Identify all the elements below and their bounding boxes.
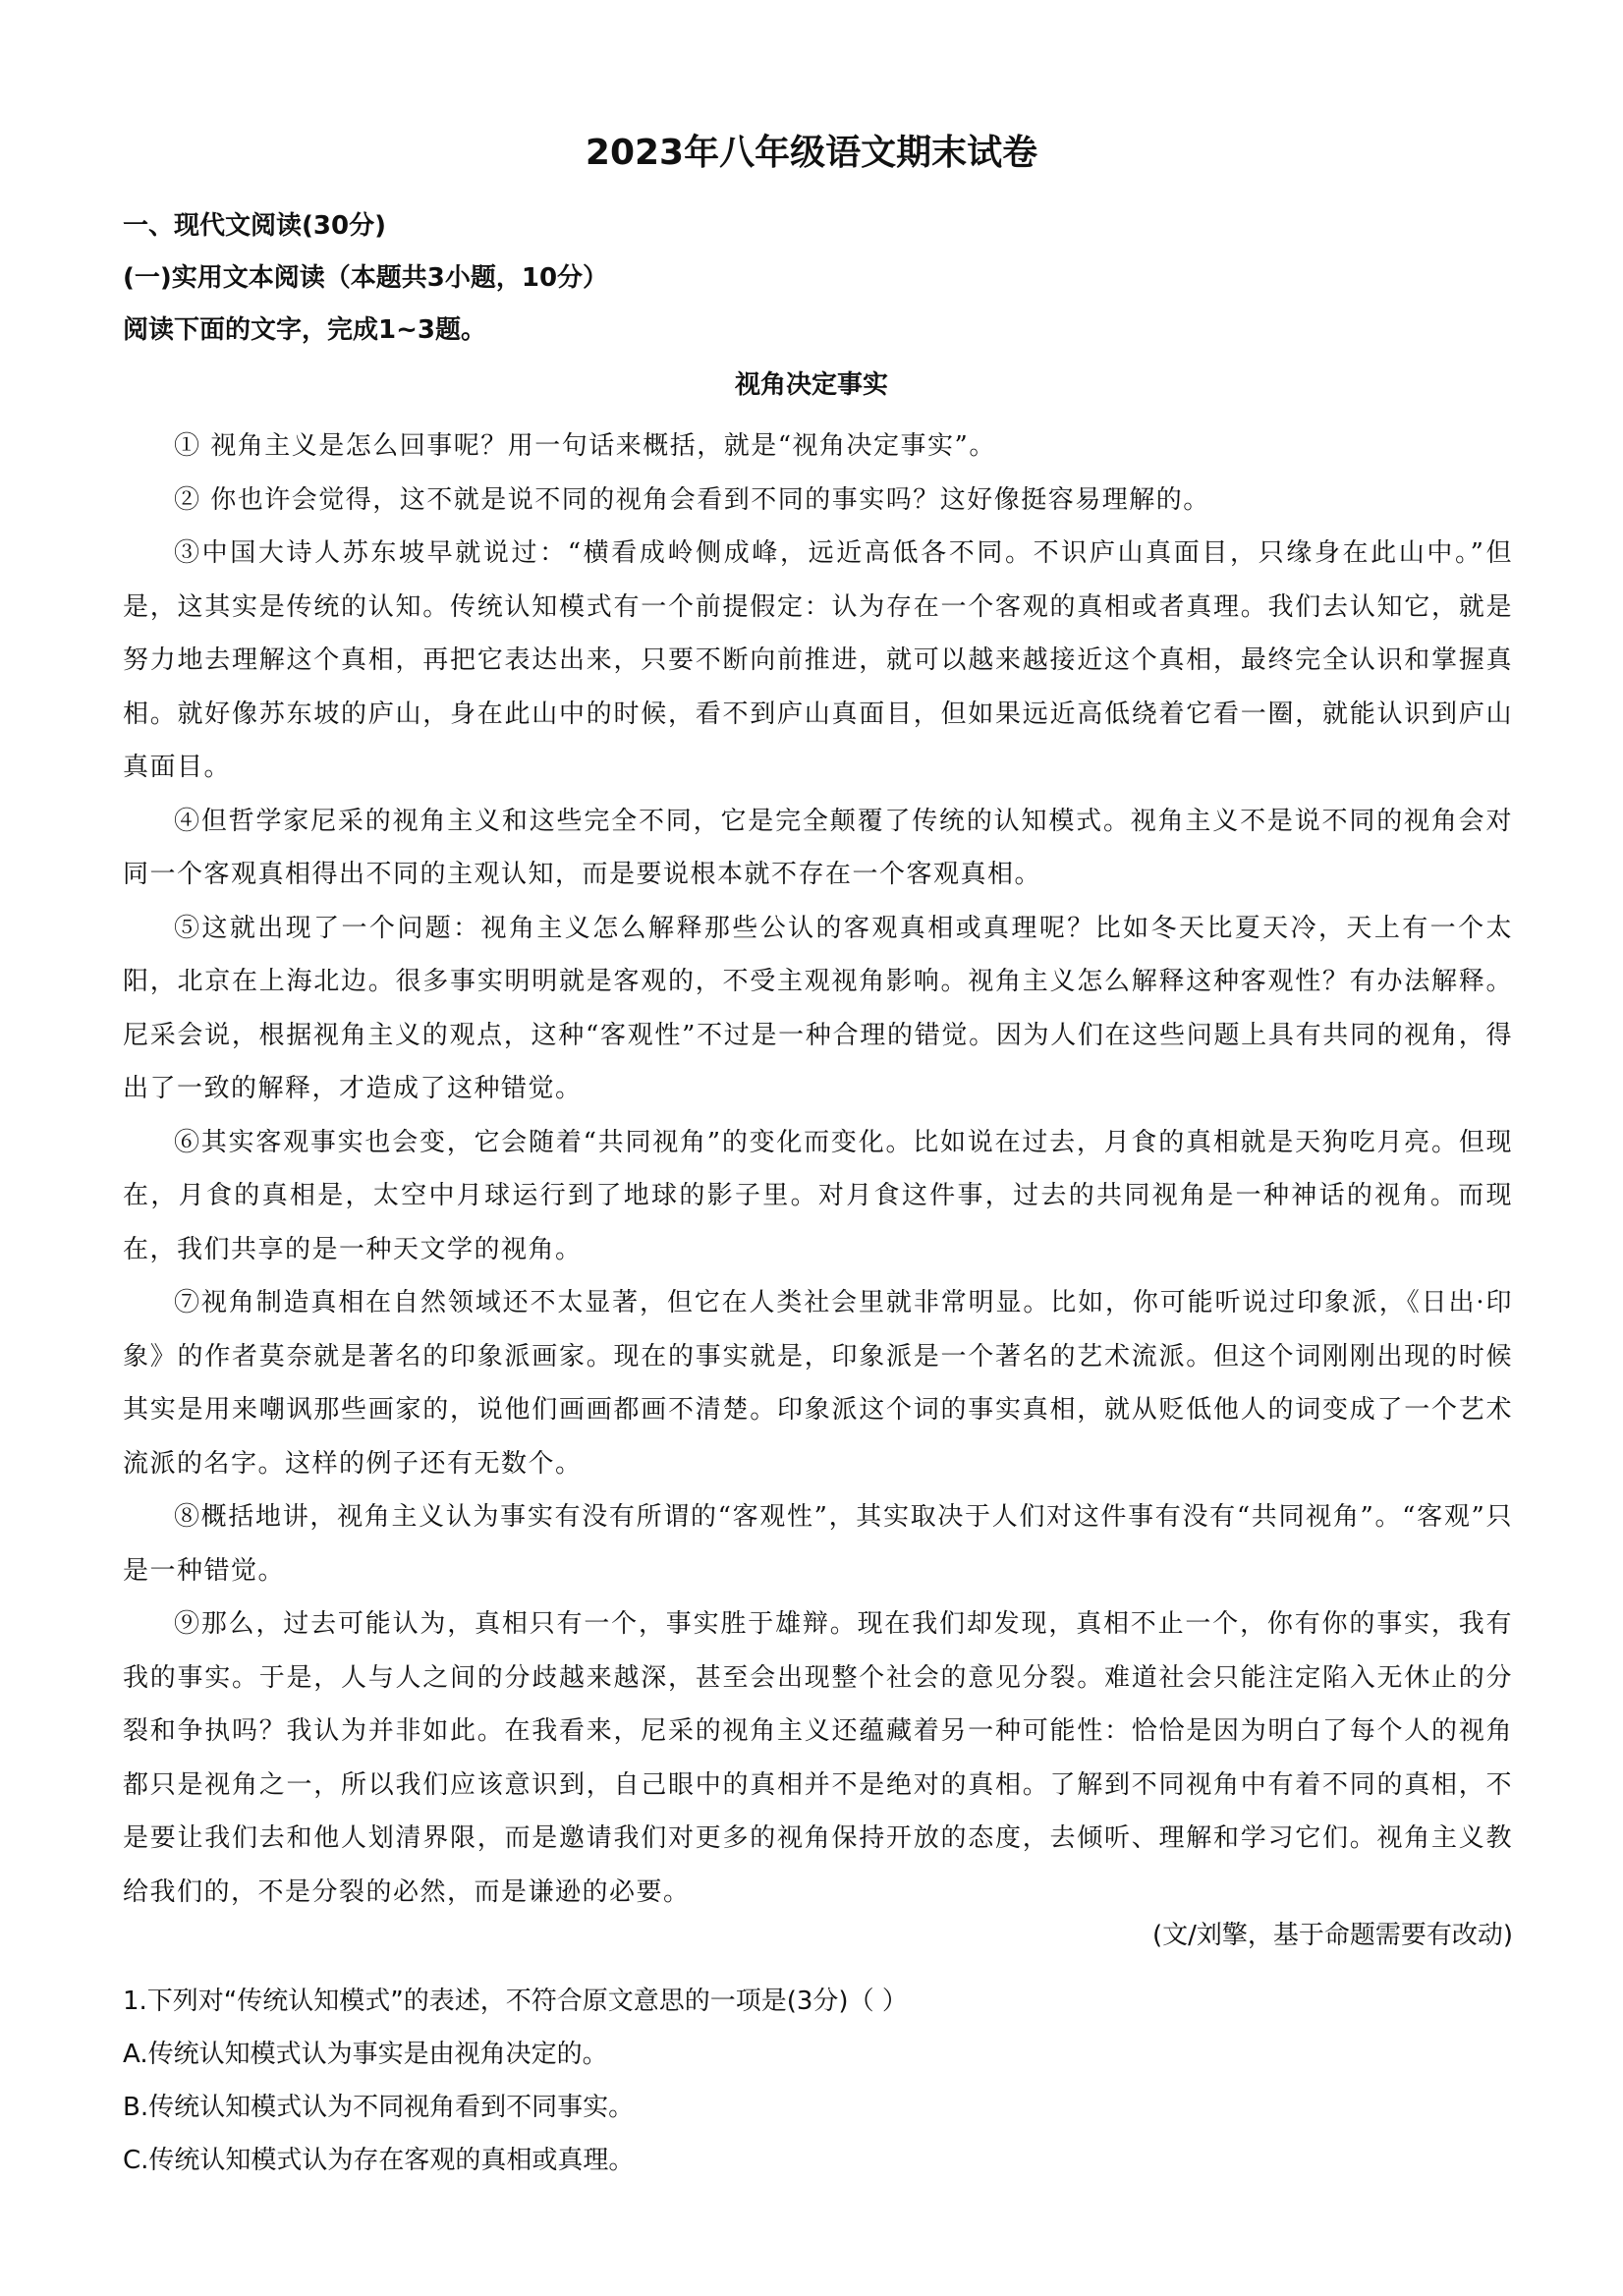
article-body	[123, 420, 1513, 1919]
paragraph-7: ⑦视角制造真相在自然领域还不太显著，但它在人类社会里就非常明显。比如，你可能听说过印象派，《日出·印象》的作者莫奈就是著名的印象派画家。现在的事实就是，印象派是一个著名的艺术流派。但这个词刚刚出现的时候其实是用来嘲讽那些画家的，说他们画画都画不清楚。印象派这个词的事实真相，就从贬低他人的词变成了一个艺术流派的名字。这样的例子还有无数个。	[123, 1288, 1513, 1479]
article-source: (文/刘擎，基于命题需要有改动)	[1151, 1921, 1513, 1950]
exam-title: 2023年八年级语文期末试卷	[585, 133, 1038, 173]
option-c: C.传统认知模式认为存在客观的真相或真理。	[123, 2146, 635, 2175]
paragraph-1: ① 视角主义是怎么回事呢？用一句话来概括，就是“视角决定事实”。	[174, 431, 996, 461]
paragraph-3: ③中国大诗人苏东坡早就说过：“横看成岭侧成峰，远近高低各不同。不识庐山真面目，只缘身在此山中。”但是，这其实是传统的认知。传统认知模式有一个前提假定：认为存在一个客观的真相或者真理。我们去认知它，就是努力地去理解这个真相，再把它表达出来，只要不断向前推进，就可以越来越接近这个真相，最终完全认识和掌握真相。就好像苏东坡的庐山，身在此山中的时候，看不到庐山真面目，但如果远近高低绕着它看一圈，就能认识到庐山真面目。	[123, 538, 1513, 782]
paragraph-6: ⑥其实客观事实也会变，它会随着“共同视角”的变化而变化。比如说在过去，月食的真相就是天狗吃月亮。但现在，月食的真相是，太空中月球运行到了地球的影子里。对月食这件事，过去的共同视角是一种神话的视角。而现在，我们共享的是一种天文学的视角。	[123, 1127, 1513, 1264]
question-1-stem: 1.下列对“传统认知模式”的表述，不符合原文意思的一项是(3分)（ ）	[123, 1987, 908, 2016]
reading-instruction: 阅读下面的文字，完成1~3题。	[123, 315, 486, 345]
article-title: 视角决定事实	[734, 370, 888, 400]
paragraph-4: ④但哲学家尼采的视角主义和这些完全不同，它是完全颠覆了传统的认知模式。视角主义不是说不同的视角会对同一个客观真相得出不同的主观认知，而是要说根本就不存在一个客观真相。	[123, 806, 1513, 889]
option-b: B.传统认知模式认为不同视角看到不同事实。	[123, 2093, 635, 2122]
question-block	[123, 1975, 1513, 2187]
paragraph-8: ⑧概括地讲，视角主义认为事实有没有所谓的“客观性”，其实取决于人们对这件事有没有“共同视角”。“客观”只是一种错觉。	[123, 1502, 1513, 1586]
paragraph-9: ⑨那么，过去可能认为，真相只有一个，事实胜于雄辩。现在我们却发现，真相不止一个，你有你的事实，我有我的事实。于是，人与人之间的分歧越来越深，甚至会出现整个社会的意见分裂。难道社会只能注定陷入无休止的分裂和争执吗？我认为并非如此。在我看来，尼采的视角主义还蕴藏着另一种可能性：恰恰是因为明白了每个人的视角都只是视角之一，所以我们应该意识到，自己眼中的真相并不是绝对的真相。了解到不同视角中有着不同的真相，不是要让我们去和他人划清界限，而是邀请我们对更多的视角保持开放的态度，去倾听、理解和学习它们。视角主义教给我们的，不是分裂的必然，而是谦逊的必要。	[123, 1609, 1513, 1907]
section-heading: 一、现代文阅读(30分)	[123, 211, 386, 241]
option-a: A.传统认知模式认为事实是由视角决定的。	[123, 2040, 608, 2069]
paragraph-5: ⑤这就出现了一个问题：视角主义怎么解释那些公认的客观真相或真理呢？比如冬天比夏天冷，天上有一个太阳，北京在上海北边。很多事实明明就是客观的，不受主观视角影响。视角主义怎么解释这种客观性？有办法解释。尼采会说，根据视角主义的观点，这种“客观性”不过是一种合理的错觉。因为人们在这些问题上具有共同的视角，得出了一致的解释，才造成了这种错觉。	[123, 913, 1513, 1103]
paragraph-2: ② 你也许会觉得，这不就是说不同的视角会看到不同的事实吗？这好像挺容易理解的。	[174, 484, 1210, 515]
subsection-heading: (一)实用文本阅读（本题共3小题，10分）	[123, 263, 609, 293]
